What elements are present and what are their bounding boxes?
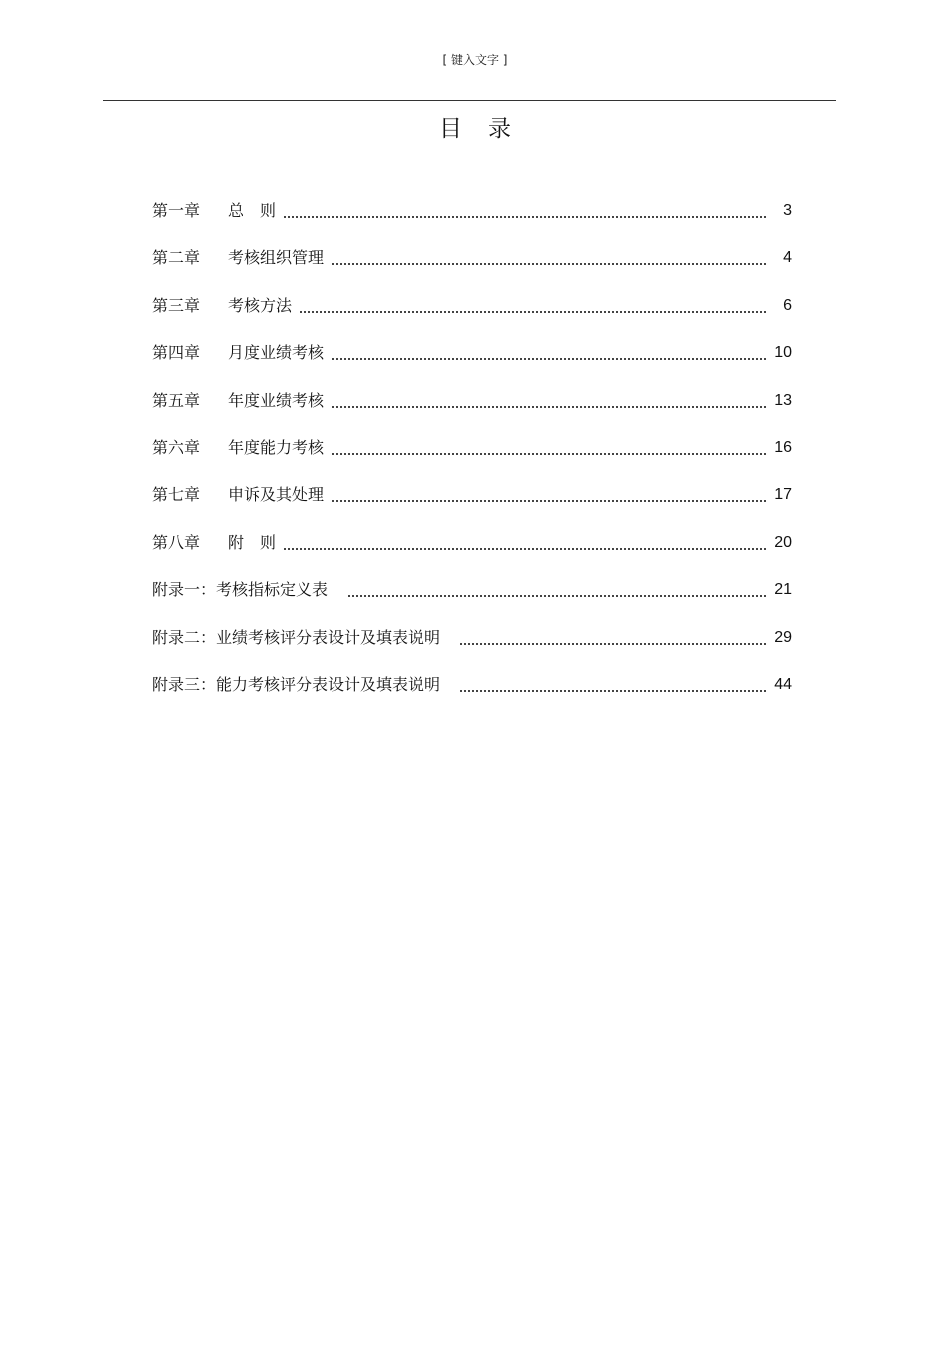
toc-dot-leader bbox=[332, 480, 766, 510]
toc-entry[interactable] bbox=[152, 433, 800, 480]
toc-page-number: 17 bbox=[774, 486, 792, 504]
toc-entry-title: 总 则 bbox=[228, 201, 277, 220]
toc-page-number: 6 bbox=[783, 296, 792, 314]
toc-entry[interactable] bbox=[152, 386, 800, 433]
toc-entry[interactable] bbox=[152, 196, 800, 243]
toc-chapter-number: 第二章 bbox=[152, 248, 201, 268]
toc-appendix-title: 附录一：考核指标定义表 bbox=[152, 580, 329, 600]
page-header-text: [ 键入文字 ] bbox=[442, 53, 508, 67]
toc-page-number: 3 bbox=[783, 202, 792, 219]
toc-appendix-entry[interactable] bbox=[152, 670, 800, 717]
toc-dot-leader bbox=[300, 291, 766, 321]
toc-page-number: 13 bbox=[774, 391, 792, 409]
toc-entry-title: 年度业绩考核 bbox=[228, 390, 325, 410]
toc-entry[interactable] bbox=[152, 338, 800, 385]
toc-chapter-number: 第五章 bbox=[152, 390, 201, 410]
toc-entry-title: 考核方法 bbox=[228, 295, 293, 315]
toc-entry[interactable] bbox=[152, 480, 800, 527]
toc-chapter-number: 第七章 bbox=[152, 485, 201, 505]
toc-page-number: 44 bbox=[774, 675, 792, 693]
toc-dot-leader bbox=[332, 243, 766, 273]
toc-dot-leader bbox=[460, 623, 766, 653]
toc-chapter-number: 第四章 bbox=[152, 343, 201, 363]
toc-entry-title: 申诉及其处理 bbox=[228, 485, 325, 505]
toc-entry[interactable] bbox=[152, 528, 800, 575]
toc-dot-leader bbox=[284, 528, 766, 558]
toc-dot-leader bbox=[284, 196, 766, 226]
toc-dot-leader bbox=[348, 575, 766, 605]
toc-page-number: 20 bbox=[774, 533, 792, 551]
toc-dot-leader bbox=[460, 670, 766, 700]
toc-appendix-entry[interactable] bbox=[152, 575, 800, 622]
toc-chapter-number: 第一章 bbox=[152, 201, 201, 220]
toc-chapter-number: 第八章 bbox=[152, 532, 201, 552]
toc-appendix-title: 附录二：业绩考核评分表设计及填表说明 bbox=[152, 627, 441, 647]
toc-title: 目录 bbox=[439, 116, 537, 142]
toc-entry-title: 考核组织管理 bbox=[228, 248, 325, 268]
toc-chapter-number: 第三章 bbox=[152, 295, 201, 315]
toc-page-number: 16 bbox=[774, 438, 792, 456]
toc-page-number: 10 bbox=[774, 344, 792, 362]
toc-entry-title: 月度业绩考核 bbox=[228, 343, 325, 363]
toc-page-number: 29 bbox=[774, 628, 792, 646]
toc-dot-leader bbox=[332, 338, 766, 368]
toc-list bbox=[152, 196, 800, 717]
toc-appendix-entry[interactable] bbox=[152, 623, 800, 670]
toc-entry[interactable] bbox=[152, 291, 800, 338]
toc-dot-leader bbox=[332, 386, 766, 416]
toc-page-number: 21 bbox=[774, 581, 792, 599]
toc-page-number: 4 bbox=[783, 249, 792, 267]
toc-entry-title: 年度能力考核 bbox=[228, 437, 325, 457]
header-rule bbox=[103, 100, 836, 101]
toc-chapter-number: 第六章 bbox=[152, 437, 201, 457]
toc-dot-leader bbox=[332, 433, 766, 463]
toc-appendix-title: 附录三：能力考核评分表设计及填表说明 bbox=[152, 674, 441, 694]
toc-entry-title: 附 则 bbox=[228, 532, 277, 552]
toc-entry[interactable] bbox=[152, 243, 800, 290]
